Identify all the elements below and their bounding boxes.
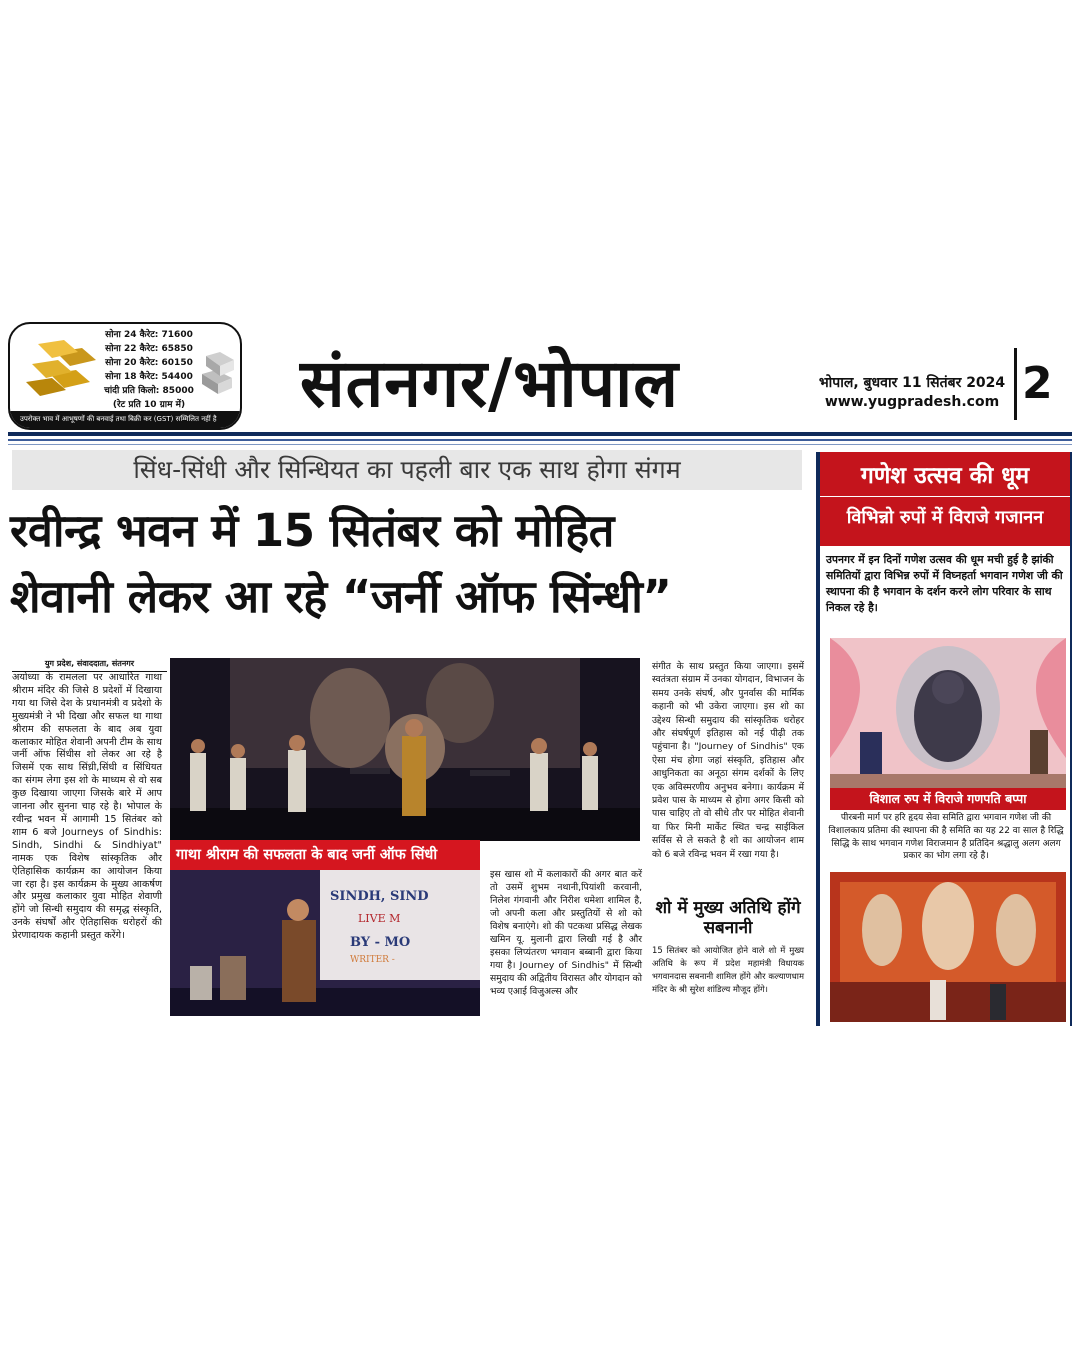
rate-line: सोना 20 कैरेट: 60150 <box>105 358 193 368</box>
banner-text: BY - MO <box>350 935 411 950</box>
rate-line: सोना 24 कैरेट: 71600 <box>105 330 193 340</box>
side-story <box>816 452 1072 1026</box>
rate-line: सोना 18 कैरेट: 54400 <box>105 372 193 382</box>
newspaper-page <box>0 320 1080 1030</box>
headline-line: शेवानी लेकर आ रहे “जर्नी ऑफ सिंन्धी” <box>10 570 672 623</box>
article-column: संगीत के साथ प्रस्तुत किया जाएगा। इसमें स्वतंत्रता संग्राम में उनका योगदान, विभाजन के समय उनके संघर्ष, और पुनर्वास की मार्मिक कहानी को भी उकेरा जाएगा। इस शो का उद्देश्य सिन्धी समुदाय की सांस्कृतिक धरोहर और संघर्षपूर्ण इतिहास को नई पीढ़ी तक पहुंचाना है। "Journey of Sindhis" एक ऐसा मंच होगा जहां संस्कृति, इतिहास और आधुनिकता का अनूठा संगम दर्शकों के लिए एक अविस्मरणीय अनुभव बनेगा। कार्यक्रम में प्रवेश पास के माध्यम से होगा अगर किसी को पास चाहिए तो वो सीधे तौर पर मोहित शेवानी या फिर मिनी मार्केट स्थित चन्द्र साईकिल सर्विस से ले सकते है शो का आयोजन शाम को 6 बजे रविन्द्र भवन में रखा गया है। <box>652 661 804 860</box>
banner-text: SINDH, SIND <box>330 889 429 904</box>
side-story-text: उपनगर में इन दिनों गणेश उत्सव की धूम मची हुई है झांकी समितियों द्वारा विभिन्न रुपों में विघ्नहर्ता भगवान गणेश जी की स्थापना की है भगवान के दर्शन करने लोग परिवार के साथ निकल रहे है। <box>826 553 1063 614</box>
article-column: इस खास शो में कलाकारों की अगर बात करें तो उसमें शुभम नथानी,पियांशी करवानी, निलेश गंगवानी और निरीश धमेशा शामिल है, जो अपनी कला और प्रस्तुतियों से शो को विशेष बनाएंगे। शो की पटकथा प्रसिद्ध लेखक खमिन यू. मुलानी द्वारा लिखी गई है और इसका लिप्यंतरण भगवान बब्बानी द्वारा किया गया है। Journey of Sindhis" में सिन्धी समुदाय की अद्वितीय विरासत और योगदान को भव्य एआई विजुअल्स और <box>490 869 642 997</box>
ganesh-idol-photo <box>830 638 1066 788</box>
story-kicker: सिंध-सिंधी और सिन्धियत का पहली बार एक साथ होगा संगम <box>12 450 802 490</box>
rate-line: चांदी प्रति किलो: 85000 <box>104 386 194 396</box>
story-headline <box>10 498 810 630</box>
page-number: 2 <box>1022 358 1053 409</box>
gold-rate-box <box>8 322 242 430</box>
durga-idol-photo <box>830 872 1066 1022</box>
article-column: अयोध्या के रामलला पर आधारित गाथा श्रीराम मंदिर की जिसे 8 प्रदेशों में दिखाया गया था जिसे देश के प्रधानमंत्री व प्रदेशो के मुख्यमंत्री ने भी दिखा और सफल था गाथा श्रीराम की सफलता के बाद अब युवा कलाकार मोहित शेवानी अपनी टीम के साथ जर्नी ऑफ सिंधीस शो लेकर आ रहे है जिसमें एक साथ सिंध्री,सिंधी व सिंधियत का संगम लेगा इस शो के माध्यम से वो सब कुछ दिखाया जाएगा जिसके बारे में आप जानना और सुनना चाह रहे है। भोपाल के रवीन्द्र भवन में आगामी 15 सितंबर को शाम 6 बजे Journeys of Sindhis: Sindh, Sindhi & Sindhiyat" नामक एक विशेष सांस्कृतिक और ऐतिहासिक कार्यक्रम का आयोजन किया जा रहा है। इस कार्यक्रम के मुख्य आकर्षण और प्रमुख कलाकार युवा मोहित शेवाणी होंगे जो सिन्धी समुदाय की समृद्ध संस्कृति, उनके संघर्षों और ऐतिहासिक धरोहरों की प्रेरणादायक कहानी प्रस्तुत करेंगे। <box>12 672 162 942</box>
photo-caption: गाथा श्रीराम की सफलता के बाद जर्नी ऑफ सिंधी <box>170 840 480 870</box>
gold-bars-image <box>22 338 100 398</box>
side-story-subtitle: विभिन्नो रुपों में विराजे गजानन <box>846 507 1044 528</box>
masthead-rule <box>8 444 1072 445</box>
side-story-text: पीरबनी मार्ग पर हरि हृदय सेवा समिति द्वारा भगवान गणेश जी की विशालकाय प्रतिमा की स्थापना की है समिति का यह 22 वा साल है रिद्धि सिद्धि के साथ भगवान गणेश विराजमान है प्रतिदिन श्रद्धालु अलग अलग प्रकार का भोग लगा रहे है। <box>828 813 1064 862</box>
article-column: 15 सितंबर को आयोजित होने वाले शो में मुख्य अतिथि के रूप में प्रदेश महामंत्री विधायक भगवानदास सबनानी शामिल होंगे और कल्याणधाम मंदिर के श्री सुरेश शांडिल्य मौजूद होंगे। <box>652 945 804 994</box>
side-story-header <box>820 452 1070 546</box>
silver-bars-image <box>198 344 236 396</box>
date-text: भोपाल, बुधवार 11 सितंबर 2024 <box>818 375 1006 391</box>
dateline <box>812 374 1012 412</box>
banner-text: LIVE M <box>358 912 401 925</box>
masthead-rule <box>8 439 1072 441</box>
masthead-title: संतनगर/भोपाल <box>300 344 679 422</box>
byline: युग प्रदेश, संवाददाता, संतनगर <box>12 658 167 672</box>
side-story-title: गणेश उत्सव की धूम <box>820 456 1070 497</box>
masthead-rule <box>8 432 1072 436</box>
website-text: www.yugpradesh.com <box>824 394 1000 410</box>
side-photo-caption: विशाल रुप में विराजे गणपति बप्पा <box>830 788 1066 810</box>
concert-stage-photo <box>170 658 640 841</box>
rate-line: सोना 22 कैरेट: 65850 <box>105 344 193 354</box>
rate-line: (रेट प्रति 10 ग्राम में) <box>112 400 186 410</box>
performance-photo <box>170 870 480 1016</box>
rate-note: उपरोक्त भाव में आभूषणों की बनवाई तथा बिक्री कर (GST) सम्मिलित नहीं है <box>10 411 240 428</box>
sub-headline: शो में मुख्य अतिथि होंगे सबनानी <box>655 898 801 938</box>
headline-line: रवीन्द्र भवन में 15 सितंबर को मोहित <box>10 504 614 557</box>
page-number-divider <box>1014 348 1017 420</box>
banner-text: WRITER - <box>350 955 395 965</box>
rate-list <box>94 328 204 412</box>
